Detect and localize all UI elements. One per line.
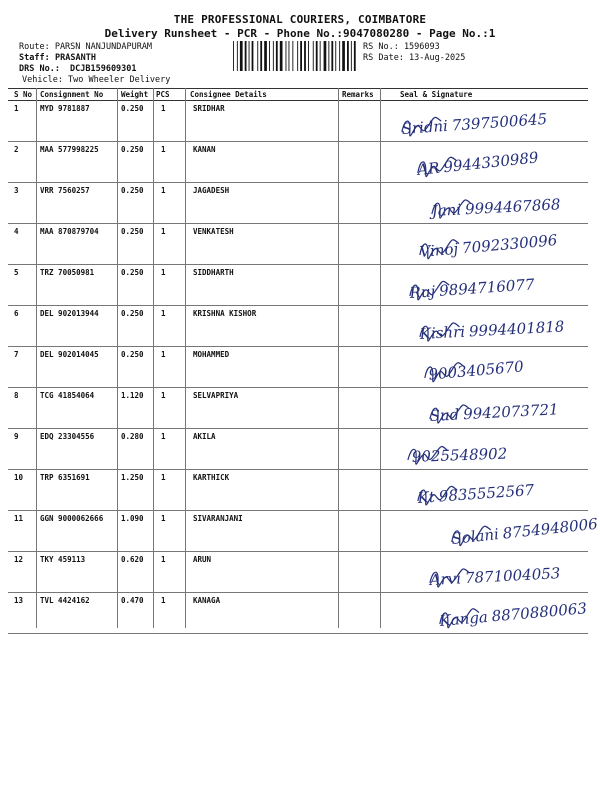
table-cell-consignee: KANAGA bbox=[193, 596, 221, 605]
table-cell-sno: 2 bbox=[14, 145, 19, 154]
route-label: Route: PARSN NANJUNDAPURAM bbox=[19, 42, 153, 52]
table-cell-sno: 7 bbox=[14, 350, 19, 359]
row-divider bbox=[8, 510, 588, 511]
table-cell-consignment: TVL 4424162 bbox=[40, 596, 90, 605]
table-cell-pcs: 1 bbox=[161, 391, 166, 400]
table-cell-weight: 0.620 bbox=[121, 555, 144, 564]
signature-handwriting bbox=[401, 110, 548, 138]
barcode bbox=[232, 41, 356, 71]
table-cell-consignee: VENKATESH bbox=[193, 227, 234, 236]
table-cell-weight: 0.250 bbox=[121, 104, 144, 113]
table-cell-consignee: SRIDHAR bbox=[193, 104, 225, 113]
column-divider bbox=[117, 88, 118, 628]
table-cell-consignee: KRISHNA KISHOR bbox=[193, 309, 257, 318]
row-divider bbox=[8, 223, 588, 224]
table-cell-consignment: MAA 870879704 bbox=[40, 227, 99, 236]
signature-name: Kishri bbox=[419, 322, 466, 343]
table-cell-pcs: 1 bbox=[161, 186, 166, 195]
table-cell-pcs: 1 bbox=[161, 432, 166, 441]
table-cell-sno: 10 bbox=[14, 473, 24, 482]
signature-phone: 8754948006 bbox=[501, 514, 599, 543]
signature-scribble bbox=[417, 157, 459, 178]
rs-number: RS No.: 1596093 bbox=[363, 42, 440, 52]
staff-label: Staff: bbox=[19, 53, 50, 63]
signature-phone: 9944330989 bbox=[442, 148, 540, 177]
drs-number: DCJB159609301 bbox=[70, 64, 137, 74]
signature-phone: 8870880063 bbox=[490, 599, 588, 626]
table-cell-pcs: 1 bbox=[161, 104, 166, 113]
signature-name: Vinoj bbox=[418, 239, 459, 261]
table-cell-consignment: DEL 902013944 bbox=[40, 309, 99, 318]
table-cell-consignment: EDQ 23304556 bbox=[40, 432, 95, 441]
table-cell-weight: 0.250 bbox=[121, 145, 144, 154]
row-divider bbox=[8, 633, 588, 634]
signature-phone: 9894716077 bbox=[438, 275, 536, 300]
signature bbox=[408, 275, 535, 302]
runsheet-subtitle: Delivery Runsheet - PCR - Phone No.:9047080280 - Page No.:1 bbox=[104, 27, 496, 40]
row-divider bbox=[8, 469, 588, 470]
signature-handwriting bbox=[438, 599, 588, 630]
row-divider bbox=[8, 141, 588, 142]
table-cell-sno: 4 bbox=[14, 227, 19, 236]
signature bbox=[427, 564, 560, 589]
table-cell-consignee: ARUN bbox=[193, 555, 212, 564]
row-divider bbox=[8, 182, 588, 183]
table-cell-consignment: TRZ 70050981 bbox=[40, 268, 95, 277]
signature-name: Solani bbox=[450, 525, 500, 548]
table-cell-consignee: SIVARANJANI bbox=[193, 514, 243, 523]
signature-handwriting bbox=[451, 515, 599, 548]
signature-handwriting bbox=[428, 195, 561, 220]
column-header: Consignee Details bbox=[190, 90, 267, 99]
signature-name: Ruj bbox=[409, 282, 436, 302]
signature-handwriting bbox=[408, 275, 535, 302]
table-cell-sno: 12 bbox=[14, 555, 24, 564]
column-divider bbox=[36, 88, 37, 628]
drs-label: DRS No.: bbox=[19, 64, 60, 74]
signature-name: Sridni bbox=[401, 116, 449, 138]
table-cell-weight: 0.250 bbox=[121, 350, 144, 359]
row-divider bbox=[8, 428, 588, 429]
table-cell-sno: 3 bbox=[14, 186, 19, 195]
signature-handwriting bbox=[415, 148, 540, 179]
staff-name: PRASANTH bbox=[55, 53, 96, 63]
column-header: PCS bbox=[156, 90, 170, 99]
table-cell-consignee: MOHAMMED bbox=[193, 350, 230, 359]
header-bottom-border bbox=[8, 100, 588, 101]
table-cell-consignment: TKY 459113 bbox=[40, 555, 86, 564]
signature-scribble bbox=[424, 362, 465, 382]
signature-scribble bbox=[419, 323, 460, 342]
signature-name: Arvi bbox=[429, 569, 462, 589]
signature-scribble bbox=[419, 239, 460, 259]
signature bbox=[416, 481, 535, 507]
row-divider bbox=[8, 551, 588, 552]
signature bbox=[429, 400, 559, 425]
table-cell-consignee: AKILA bbox=[193, 432, 216, 441]
table-cell-consignment: MYD 9781887 bbox=[40, 104, 90, 113]
signature bbox=[415, 148, 540, 179]
signature-scribble bbox=[451, 526, 493, 547]
signature-handwriting bbox=[429, 400, 559, 425]
signature-phone: 7092330096 bbox=[461, 231, 558, 258]
column-divider bbox=[185, 88, 186, 628]
signature bbox=[401, 110, 548, 138]
page-title: THE PROFESSIONAL COURIERS, COIMBATORE bbox=[173, 13, 427, 26]
signature-phone: 7871004053 bbox=[464, 564, 561, 588]
column-divider bbox=[338, 88, 339, 628]
table-cell-consignment: DEL 902014045 bbox=[40, 350, 99, 359]
table-cell-weight: 0.250 bbox=[121, 186, 144, 195]
vehicle-label: Vehicle: Two Wheeler Delivery bbox=[22, 75, 171, 85]
signature-phone: 9003405670 bbox=[427, 357, 525, 384]
table-cell-pcs: 1 bbox=[161, 309, 166, 318]
signature-phone: 9942073721 bbox=[462, 400, 560, 424]
table-cell-sno: 8 bbox=[14, 391, 19, 400]
column-divider bbox=[380, 88, 381, 628]
signature-scribble bbox=[408, 446, 449, 464]
column-header: Remarks bbox=[342, 90, 374, 99]
table-cell-consignment: MAA 577998225 bbox=[40, 145, 99, 154]
signature-phone: 7397500645 bbox=[451, 109, 548, 135]
table-cell-consignee: SIDDHARTH bbox=[193, 268, 234, 277]
signature-handwriting bbox=[428, 357, 525, 383]
row-divider bbox=[8, 264, 588, 265]
table-cell-sno: 13 bbox=[14, 596, 24, 605]
table-cell-consignee: JAGADESH bbox=[193, 186, 230, 195]
signature-phone: 9994401818 bbox=[468, 317, 565, 341]
table-cell-weight: 0.250 bbox=[121, 227, 144, 236]
signature bbox=[419, 231, 559, 261]
signature-name: Kt bbox=[417, 487, 436, 507]
signature bbox=[438, 599, 588, 630]
row-divider bbox=[8, 346, 588, 347]
row-divider bbox=[8, 387, 588, 388]
table-top-border bbox=[8, 88, 588, 89]
signature-phone: 9025548902 bbox=[411, 444, 508, 466]
table-cell-consignee: SELVAPRIYA bbox=[193, 391, 239, 400]
signature-name: Sud bbox=[429, 405, 460, 425]
signature-handwriting bbox=[427, 564, 560, 589]
table-cell-pcs: 1 bbox=[161, 555, 166, 564]
signature-name: AR bbox=[416, 158, 441, 179]
column-header: Consignment No bbox=[40, 90, 104, 99]
table-cell-sno: 6 bbox=[14, 309, 19, 318]
table-cell-pcs: 1 bbox=[161, 145, 166, 154]
table-cell-pcs: 1 bbox=[161, 596, 166, 605]
table-cell-consignee: KARTHICK bbox=[193, 473, 230, 482]
column-divider bbox=[153, 88, 154, 628]
table-cell-pcs: 1 bbox=[161, 514, 166, 523]
signature-handwriting bbox=[418, 317, 565, 343]
table-cell-weight: 0.470 bbox=[121, 596, 144, 605]
table-cell-pcs: 1 bbox=[161, 350, 166, 359]
table-cell-consignment: TCG 41854064 bbox=[40, 391, 95, 400]
column-header: S No bbox=[14, 90, 33, 99]
table-cell-pcs: 1 bbox=[161, 473, 166, 482]
signature-scribble bbox=[417, 486, 458, 505]
signature bbox=[451, 514, 600, 548]
signature bbox=[428, 195, 561, 220]
signature-scribble bbox=[439, 608, 480, 628]
table-cell-sno: 5 bbox=[14, 268, 19, 277]
signature-scribble bbox=[429, 405, 470, 424]
column-header: Seal & Signature bbox=[400, 90, 473, 99]
table-cell-consignment: VRR 7560257 bbox=[40, 186, 90, 195]
table-cell-pcs: 1 bbox=[161, 227, 166, 236]
table-cell-weight: 1.120 bbox=[121, 391, 144, 400]
table-cell-weight: 0.280 bbox=[121, 432, 144, 441]
signature-name: Jani bbox=[431, 200, 462, 220]
table-cell-weight: 0.250 bbox=[121, 309, 144, 318]
table-cell-sno: 9 bbox=[14, 432, 19, 441]
signature-handwriting bbox=[419, 231, 559, 261]
table-cell-weight: 1.090 bbox=[121, 514, 144, 523]
signature-handwriting bbox=[416, 481, 535, 507]
table-cell-weight: 1.250 bbox=[121, 473, 144, 482]
signature bbox=[408, 444, 508, 466]
signature bbox=[418, 317, 565, 343]
column-header: Weight bbox=[121, 90, 149, 99]
rs-date: RS Date: 13-Aug-2025 bbox=[363, 53, 466, 63]
signature-phone: 9835552567 bbox=[438, 480, 535, 506]
table-cell-consignment: TRP 6351691 bbox=[40, 473, 90, 482]
table-cell-consignee: KANAN bbox=[193, 145, 216, 154]
signature-name: Kanga bbox=[438, 607, 489, 630]
table-cell-weight: 0.250 bbox=[121, 268, 144, 277]
signature-scribble bbox=[429, 569, 470, 588]
table-cell-sno: 1 bbox=[14, 104, 19, 113]
row-divider bbox=[8, 592, 588, 593]
table-cell-consignment: GGN 9000062666 bbox=[40, 514, 104, 523]
signature-scribble bbox=[401, 117, 442, 136]
signature-scribble bbox=[431, 200, 472, 219]
table-cell-sno: 11 bbox=[14, 514, 24, 523]
table-cell-pcs: 1 bbox=[161, 268, 166, 277]
row-divider bbox=[8, 305, 588, 306]
signature bbox=[424, 357, 525, 384]
signature-phone: 9994467868 bbox=[464, 195, 561, 219]
signature-scribble bbox=[409, 281, 450, 300]
signature-handwriting bbox=[412, 445, 508, 466]
